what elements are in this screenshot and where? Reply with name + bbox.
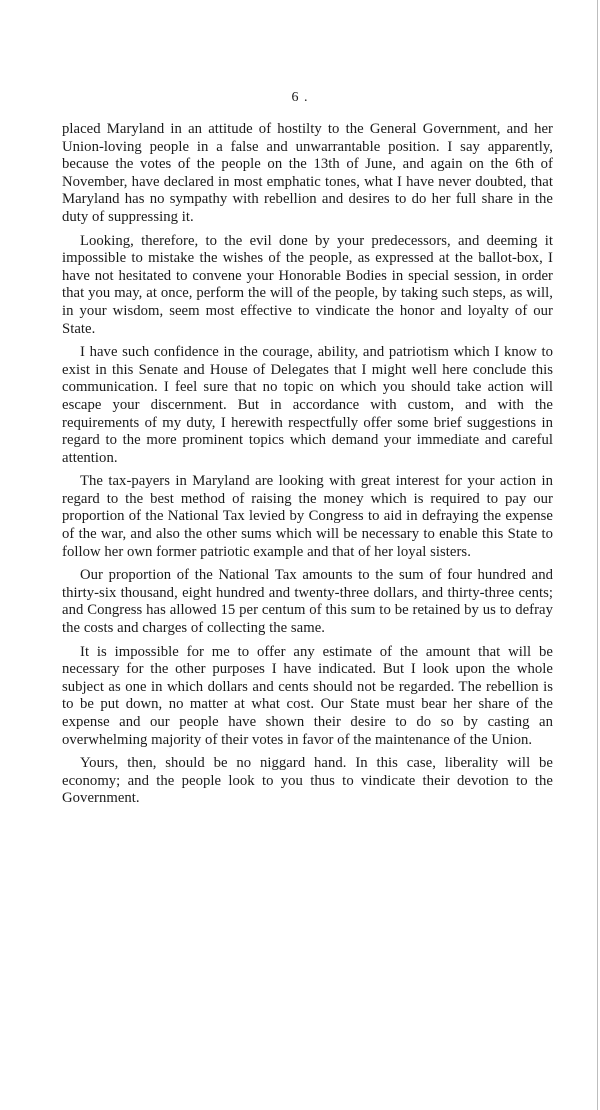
paragraph: I have such confidence in the courage, ability, and patriotism which I know to exist in this Senate and House of Delegates that I might well here conclude this communication. I feel sure that no topic on which you should take action will escape your discernment. But in accordance with custom, and with the requirements of my duty, I herewith respectfully offer some brief suggestions in regard to the more prominent topics which demand your immediate and careful attention. <box>62 344 553 466</box>
paragraph: Our proportion of the National Tax amounts to the sum of four hundred and thirty-six thousand, eight hundred and twenty-three dollars, and thirty-three cents; and Congress has allowed 15 per centum of this sum to be retained by us to defray the costs and charges of collecting the same. <box>62 567 553 637</box>
page-edge-line <box>597 0 598 1110</box>
page-number: 6 . <box>291 90 309 105</box>
paragraph: Looking, therefore, to the evil done by your predecessors, and deeming it impossible to mistake the wishes of the people, as expressed at the ballot-box, I have not hesitated to convene your Honorable Bodies in special session, in order that you may, at once, perform the will of the people, by taking such steps, as will, in your wisdom, seem most effective to vindicate the honor and loyalty of our State. <box>62 232 553 337</box>
body-text <box>62 121 553 814</box>
paragraph: It is impossible for me to offer any estimate of the amount that will be necessary for the other purposes I have indicated. But I look upon the whole subject as one in which dollars and cents should not be regarded. The rebellion is to be put down, no matter at what cost. Our State must bear her share of the expense and our people have shown their desire to do so by casting an overwhelming majority of their votes in favor of the maintenance of the Union. <box>62 643 553 748</box>
paragraph-closing: Yours, then, should be no niggard hand. In this case, liberality will be economy; and the people look to you thus to vindicate their devotion to the Government. <box>62 755 553 807</box>
paragraph-continued: placed Maryland in an attitude of hostilty to the General Government, and her Union-loving people in a false and unwarrantable position. I say apparently, because the votes of the people on the 13th of June, and again on the 6th of November, have declared in most emphatic tones, what I have never doubted, that Maryland has no sympathy with rebellion and desires to do her full share in the duty of suppressing it. <box>62 121 553 225</box>
paragraph: The tax-payers in Maryland are looking with great interest for your action in regard to the best method of raising the money which is required to pay our proportion of the National Tax levied by Congress to aid in defraying the expense of the war, and also the other sums which will be necessary to enable this State to follow her own former patriotic example and that of her loyal sisters. <box>62 473 553 560</box>
